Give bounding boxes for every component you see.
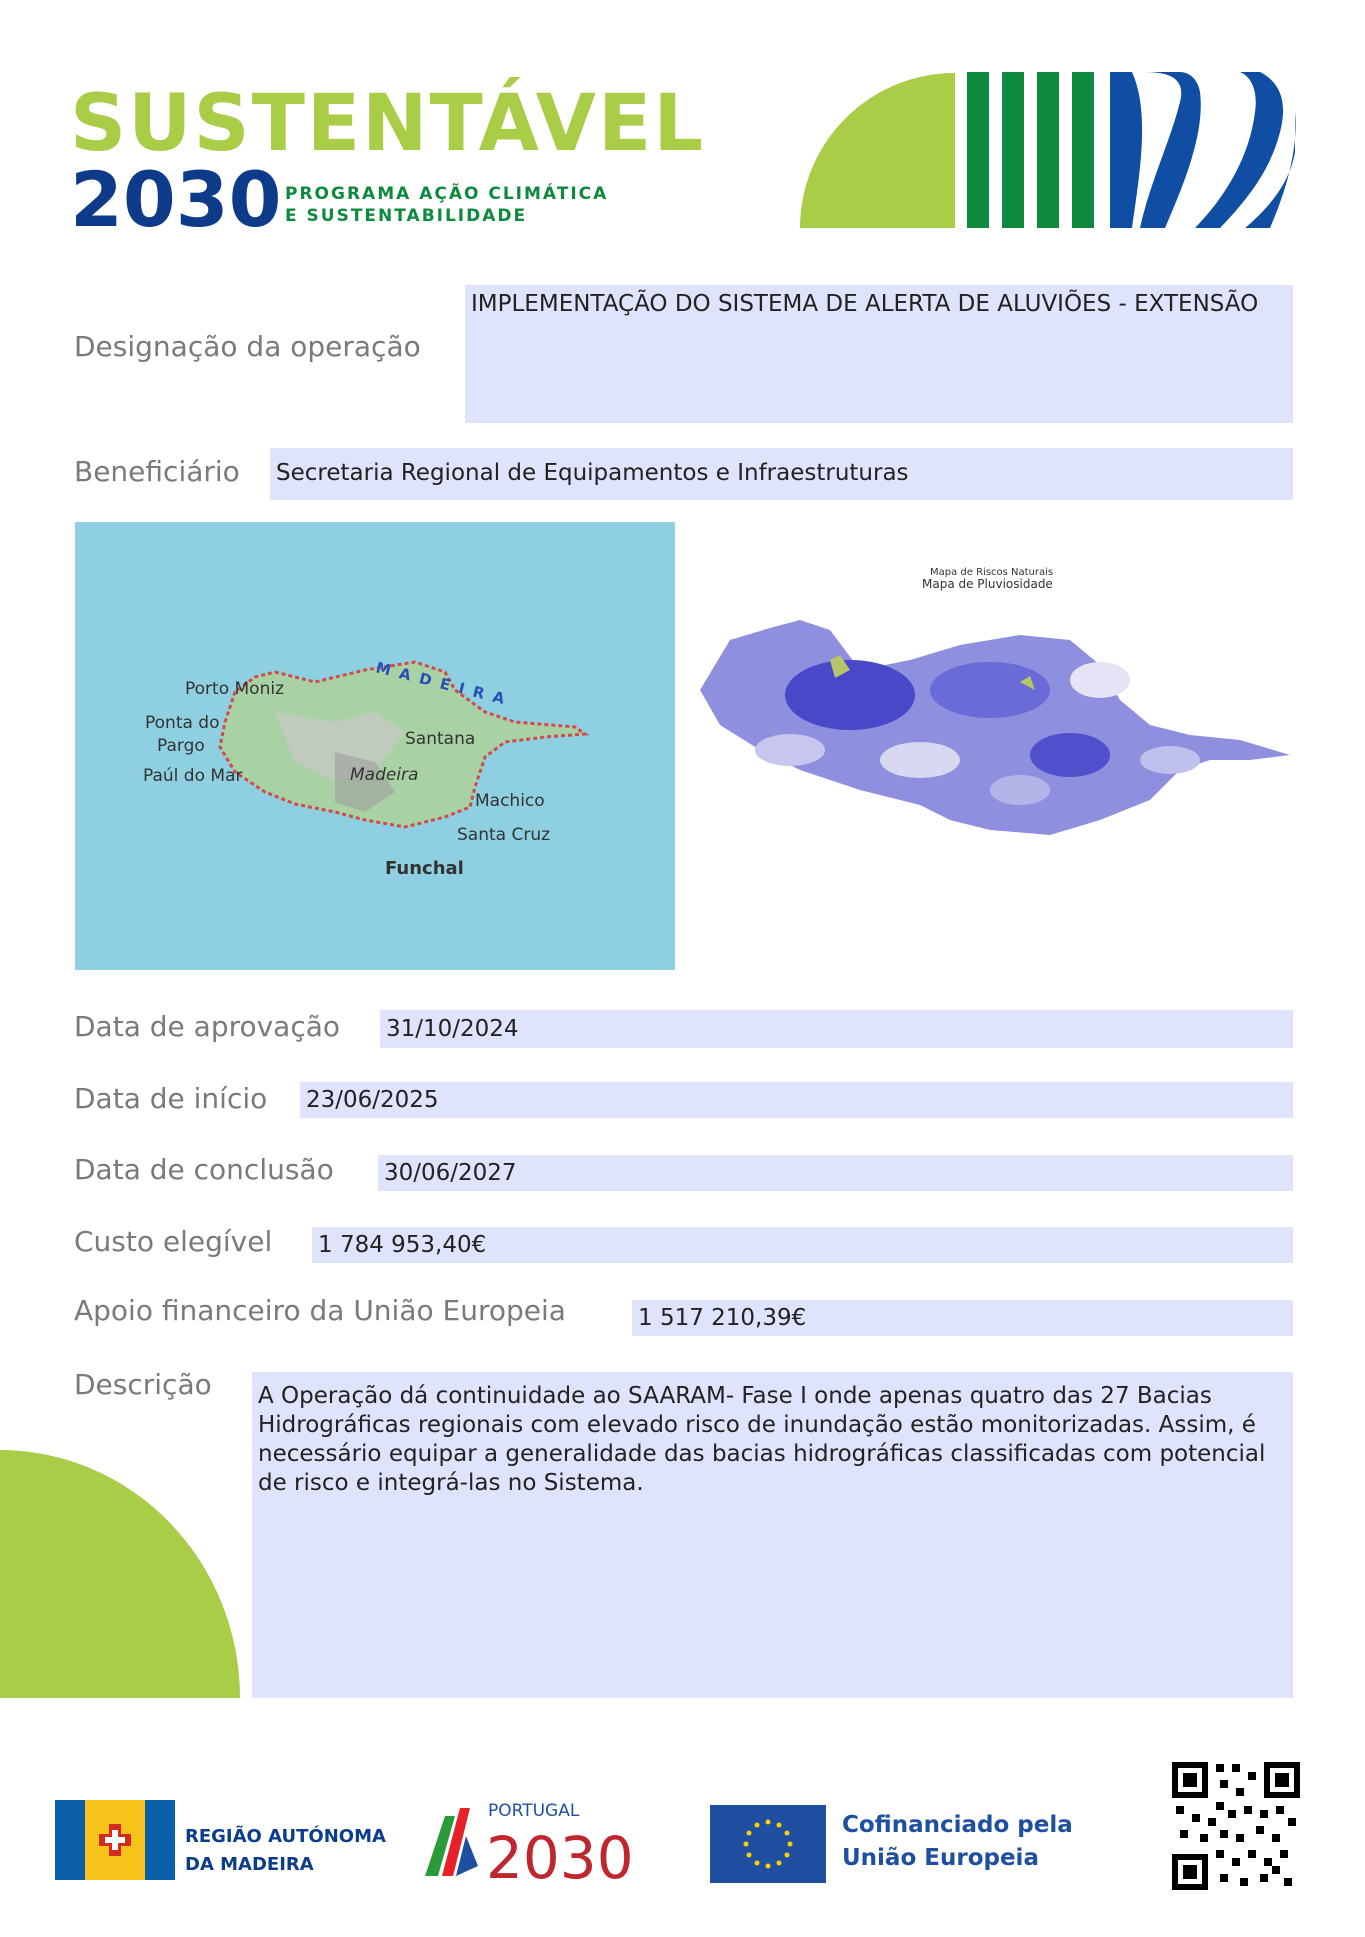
conclusao-label: Data de conclusão: [74, 1153, 334, 1186]
portugal-word: PORTUGAL: [488, 1801, 580, 1821]
place-machico: Machico: [475, 791, 545, 811]
eu-text-1: Cofinanciado pela: [842, 1812, 1073, 1838]
descricao-label: Descrição: [74, 1368, 212, 1401]
logo-word: SUSTENTÁVEL: [70, 79, 706, 169]
place-madeira: Madeira: [350, 765, 419, 785]
madeira-text-2: DA MADEIRA: [185, 1854, 314, 1875]
inicio-label: Data de início: [74, 1082, 268, 1115]
beneficiario-label: Beneficiário: [74, 455, 240, 488]
map-pluviosidade: [690, 560, 1300, 910]
descricao-value: A Operação dá continuidade ao SAARAM- Fase I onde apenas quatro das 27 Bacias Hidrográficas regionais com elevado risco de inundação estão monitorizadas. Assim, é necessário equipar a generalidade das bacias hidrográficas classificadas com potencial de risco e integrá-las no Sistema.: [252, 1372, 1293, 1698]
place-pargo: Pargo: [157, 736, 205, 756]
aprovacao-label: Data de aprovação: [74, 1010, 341, 1043]
designacao-value: IMPLEMENTAÇÃO DO SISTEMA DE ALERTA DE ALUVIÕES - EXTENSÃO: [465, 285, 1293, 423]
inicio-value: 23/06/2025: [300, 1082, 1293, 1118]
place-paul-do-mar: Paúl do Mar: [143, 766, 243, 786]
header-graphic: [800, 72, 1300, 232]
custo-label: Custo elegível: [74, 1225, 273, 1258]
custo-value: 1 784 953,40€: [312, 1227, 1293, 1263]
madeira-flag: [55, 1800, 175, 1880]
eu-flag: [710, 1805, 826, 1883]
place-porto-moniz: Porto Moniz: [185, 679, 284, 699]
logo-tagline-1: PROGRAMA AÇÃO CLIMÁTICA: [285, 184, 609, 204]
lime-decoration: [0, 1450, 240, 1698]
designacao-label: Designação da operação: [74, 330, 421, 363]
conclusao-value: 30/06/2027: [378, 1155, 1293, 1191]
logo-year: 2030: [70, 155, 282, 244]
apoio-value: 1 517 210,39€: [632, 1300, 1293, 1336]
aprovacao-value: 31/10/2024: [380, 1010, 1293, 1048]
beneficiario-value: Secretaria Regional de Equipamentos e Infraestruturas: [270, 448, 1293, 500]
sea-label: MADEIRA: [374, 658, 516, 710]
place-santana: Santana: [405, 729, 476, 749]
madeira-text-1: REGIÃO AUTÓNOMA: [185, 1826, 386, 1847]
eu-text-2: União Europeia: [842, 1845, 1039, 1871]
map-madeira: [75, 522, 675, 970]
place-ponta-do: Ponta do: [145, 713, 220, 733]
map-title-2: Mapa de Pluviosidade: [922, 577, 1053, 591]
sustentavel-logo: [70, 78, 706, 244]
place-santa-cruz: Santa Cruz: [457, 825, 551, 845]
map-title-1: Mapa de Riscos Naturais: [930, 567, 1054, 578]
apoio-label: Apoio financeiro da União Europeia: [74, 1294, 566, 1327]
logo-tagline-2: E SUSTENTABILIDADE: [285, 206, 528, 226]
portugal-year: 2030: [486, 1824, 634, 1892]
place-funchal: Funchal: [385, 858, 464, 879]
portugal-2030-logo: [420, 1796, 640, 1892]
qr-code[interactable]: [1172, 1762, 1300, 1890]
